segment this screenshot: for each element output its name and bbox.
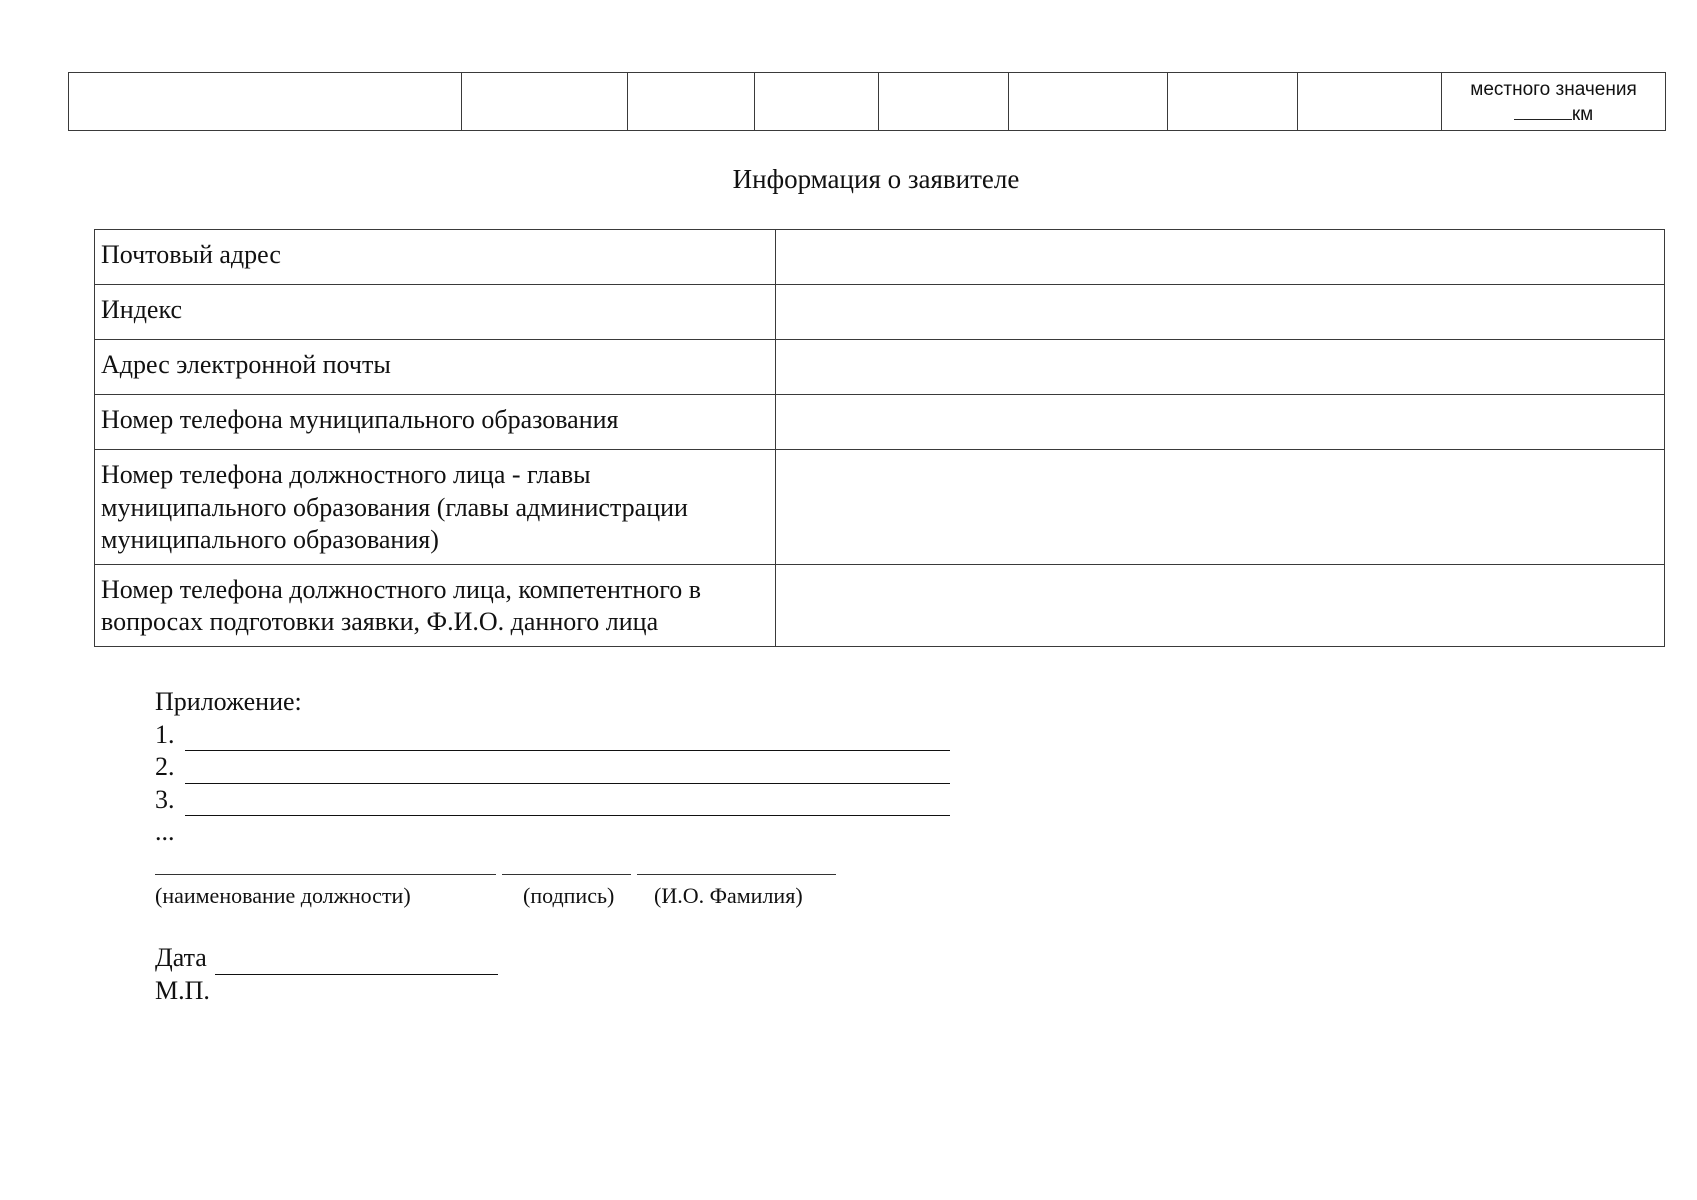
top-table-cell (1009, 73, 1168, 131)
position-blank-line[interactable] (155, 874, 496, 875)
top-table-cell (1168, 73, 1298, 131)
km-field (1442, 102, 1665, 127)
date-label: Дата (155, 943, 207, 972)
local-significance-label: местного значения (1470, 79, 1637, 100)
name-blank-line[interactable] (637, 874, 836, 875)
table-row (95, 395, 1665, 450)
row-label: Индекс (95, 285, 776, 340)
section-title: Информация о заявителе (732, 164, 1020, 194)
table-row (95, 564, 1665, 646)
row-value[interactable] (776, 285, 1665, 340)
top-table-cell (69, 73, 462, 131)
name-caption: (И.О. Фамилия) (654, 883, 803, 908)
top-table-last-cell (1442, 73, 1666, 131)
attachments-title: Приложение: (155, 687, 302, 716)
table-row (95, 340, 1665, 395)
row-value[interactable] (776, 230, 1665, 285)
date-line (155, 942, 498, 975)
attachments-block (155, 686, 950, 849)
table-row (95, 450, 1665, 565)
attachment-blank-line[interactable] (185, 757, 950, 784)
top-table-cell (1298, 73, 1442, 131)
row-value[interactable] (776, 340, 1665, 395)
top-table-cell (755, 73, 879, 131)
attachment-blank-line[interactable] (185, 724, 950, 751)
km-unit: км (1571, 104, 1594, 125)
table-row (95, 285, 1665, 340)
position-caption: (наименование должности) (155, 883, 411, 908)
top-table-cell (462, 73, 628, 131)
signature-caption: (подпись) (523, 883, 615, 908)
attachment-blank-line[interactable] (185, 789, 950, 816)
applicant-info-table (94, 229, 1665, 647)
date-block (155, 942, 498, 1007)
row-label: Адрес электронной почты (95, 340, 776, 395)
attachment-number: 3. (155, 784, 175, 814)
attachment-number: 1. (155, 719, 175, 749)
date-blank-line[interactable] (215, 948, 498, 975)
signature-blank-line[interactable] (502, 874, 631, 875)
attachments-ellipsis: ... (155, 817, 175, 846)
top-table-cell (879, 73, 1009, 131)
previous-table-continuation (68, 72, 1666, 131)
row-label: Номер телефона муниципального образования (95, 395, 776, 450)
row-label: Почтовый адрес (95, 230, 776, 285)
attachment-item (155, 751, 950, 784)
attachment-item (155, 784, 950, 817)
attachment-item (155, 719, 950, 752)
attachment-number: 2. (155, 752, 175, 781)
row-value[interactable] (776, 564, 1665, 646)
row-label: Номер телефона должностного лица, компетентного в вопросах подготовки заявки, Ф.И.О. данного лица (95, 564, 776, 646)
stamp-label: М.П. (155, 975, 210, 1005)
km-blank-line (1514, 103, 1572, 120)
row-label: Номер телефона должностного лица - главы муниципального образования (главы администрации муниципального образования) (95, 450, 776, 565)
row-value[interactable] (776, 395, 1665, 450)
top-table-cell (628, 73, 755, 131)
table-row (95, 230, 1665, 285)
row-value[interactable] (776, 450, 1665, 565)
